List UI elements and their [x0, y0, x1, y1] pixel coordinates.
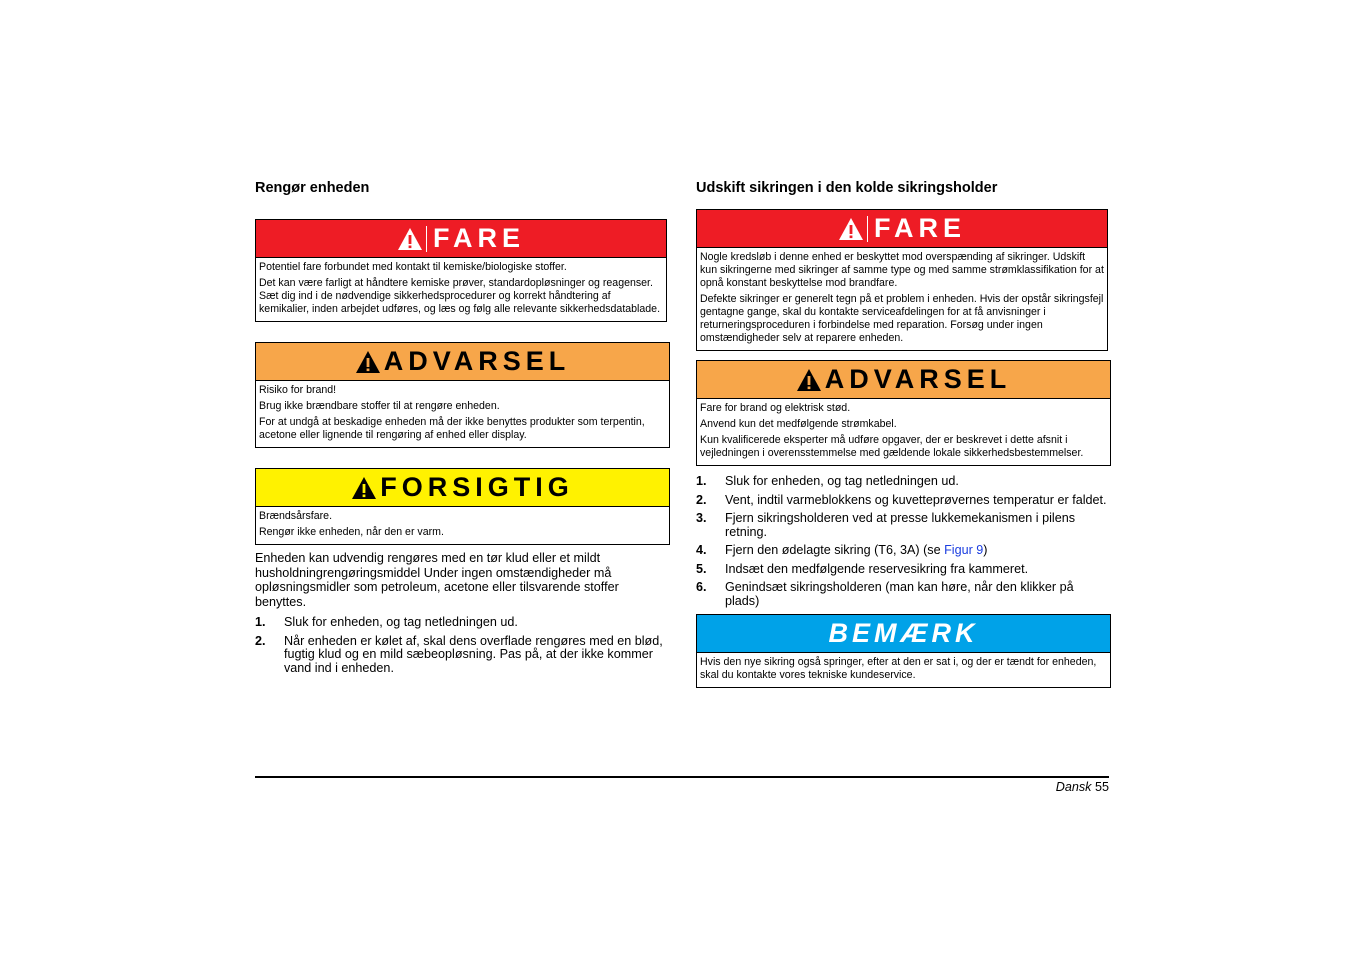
step-text: Når enheden er kølet af, skal dens overflade rengøres med en blød, fugtig klud og en mild sæbeopløsning. Pas på, at der ikke kommer vand ind i enheden.	[284, 633, 663, 675]
danger-line: Defekte sikringer er generelt tegn på et problem i enheden. Hvis der opstår sikringsfejl gentagne gange, skal du kontakte serviceafdelingen for at få anvisninger i returneringsproceduren i forbindelse med reparation. Forsøg under ingen omstændigheder selv at reparere enheden.	[700, 293, 1104, 344]
section-title-fuse: Udskift sikringen i den kolde sikringsholder	[696, 180, 998, 196]
section-title-clean: Rengør enheden	[255, 180, 370, 196]
header-separator	[867, 216, 868, 242]
danger-body	[697, 248, 1107, 350]
header-separator	[426, 226, 427, 252]
warning-line: Brug ikke brændbare stoffer til at rengøre enheden.	[259, 400, 500, 412]
page-footer	[1056, 780, 1109, 794]
note-notice	[696, 614, 1111, 688]
danger-label: FARE	[873, 213, 966, 243]
list-item	[255, 635, 670, 676]
step-text: )	[983, 543, 988, 557]
step-number: 5.	[696, 561, 707, 576]
danger-body	[256, 258, 666, 321]
list-item	[696, 581, 1111, 608]
danger-header	[697, 210, 1107, 248]
danger-line: Nogle kredsløb i denne enhed er beskyttet mod overspænding af sikringer. Udskift kun sikringerne med sikringer af samme type og med samme strømklassifikation for at opnå konstant beskyttelse mod brandfare.	[700, 251, 1104, 289]
warning-triangle-icon	[355, 350, 381, 374]
warning-line: Fare for brand og elektrisk stød.	[700, 402, 851, 414]
step-number: 3.	[696, 511, 707, 525]
note-header	[697, 615, 1110, 653]
caution-line: Rengør ikke enheden, når den er varm.	[259, 526, 444, 538]
step-text: Sluk for enheden, og tag netledningen ud.	[284, 615, 518, 629]
step-number: 4.	[696, 543, 707, 557]
caution-header	[256, 469, 669, 507]
danger-notice	[696, 209, 1108, 351]
step-text: Fjern den ødelagte sikring (T6, 3A) (se	[725, 543, 945, 557]
footer-language: Dansk	[1055, 780, 1092, 794]
step-text: Fjern sikringsholderen ved at presse lukkemekanismen i pilens retning.	[725, 511, 1075, 539]
figure-link[interactable]: Figur 9	[944, 543, 984, 557]
list-item	[255, 616, 670, 630]
warning-header	[697, 361, 1110, 399]
right-column	[696, 179, 1111, 688]
caution-body	[256, 507, 669, 544]
warning-notice	[696, 360, 1111, 466]
warning-body	[256, 381, 669, 447]
caution-line: Brændsårsfare.	[259, 510, 333, 522]
list-item	[696, 563, 1111, 577]
warning-triangle-icon	[838, 217, 864, 241]
step-text: Genindsæt sikringsholderen (man kan høre, når den klikker på plads)	[725, 580, 1074, 608]
note-body	[697, 653, 1110, 687]
warning-label: ADVARSEL	[824, 364, 1012, 394]
footer-rule	[255, 776, 1109, 778]
list-item	[696, 475, 1111, 489]
list-item	[696, 544, 1111, 558]
list-item	[696, 494, 1111, 508]
warning-triangle-icon	[397, 227, 423, 251]
left-column	[255, 179, 670, 680]
danger-line: Potentiel fare forbundet med kontakt til kemiske/biologiske stoffer.	[259, 261, 567, 273]
step-number: 6.	[696, 580, 707, 594]
body-paragraph: Enheden kan udvendig rengøres med en tør klud eller et mildt husholdningrengøringsmiddel Under ingen omstændigheder må opløsningsmidler som petroleum, acetone eller tilsvarende stoffer benyttes.	[255, 551, 619, 609]
warning-body	[697, 399, 1110, 465]
warning-line: For at undgå at beskadige enheden må der ikke benyttes produkter som terpentin, acetone eller lignende til rengøring af enhed eller display.	[259, 416, 645, 441]
danger-label: FARE	[432, 223, 525, 253]
warning-label: ADVARSEL	[383, 346, 571, 376]
danger-header	[256, 220, 666, 258]
step-text: Vent, indtil varmeblokkens og kuvetteprøvernes temperatur er faldet.	[725, 492, 1107, 507]
note-label: BEMÆRK	[828, 618, 979, 648]
step-text: Sluk for enheden, og tag netledningen ud.	[725, 474, 959, 488]
warning-header	[256, 343, 669, 381]
page-number: 55	[1094, 780, 1109, 794]
warning-triangle-icon	[796, 368, 822, 392]
warning-line: Risiko for brand!	[259, 384, 337, 396]
step-number: 2.	[255, 633, 266, 648]
step-number: 2.	[696, 492, 707, 507]
list-item	[696, 512, 1111, 539]
steps-list	[696, 475, 1111, 608]
warning-line: Kun kvalificerede eksperter må udføre opgaver, der er beskrevet i dette afsnit i vejledningen i overensstemmelse med gældende lokale sikkerhedsbestemmelser.	[700, 434, 1084, 459]
note-line: Hvis den nye sikring også springer, efter at den er sat i, og der er tændt for enheden, skal du kontakte vores tekniske kundeservice.	[700, 656, 1097, 681]
danger-notice	[255, 219, 667, 322]
caution-notice	[255, 468, 670, 545]
warning-notice	[255, 342, 670, 448]
danger-line: Det kan være farligt at håndtere kemiske prøver, standardopløsninger og reagenser. Sæt dig ind i de nødvendige sikkerhedsprocedurer og korrekt håndtering af kemikalier, inden arbejdet udføres, og læs og følg alle relevante sikkerhedsdatablade.	[259, 277, 661, 315]
caution-label: FORSIGTIG	[380, 472, 574, 502]
step-text: Indsæt den medfølgende reservesikring fra kammeret.	[725, 561, 1029, 576]
warning-line: Anvend kun det medfølgende strømkabel.	[700, 418, 897, 430]
step-number: 1.	[696, 474, 707, 488]
steps-list	[255, 616, 670, 675]
step-number: 1.	[255, 615, 266, 629]
warning-triangle-icon	[351, 476, 377, 500]
